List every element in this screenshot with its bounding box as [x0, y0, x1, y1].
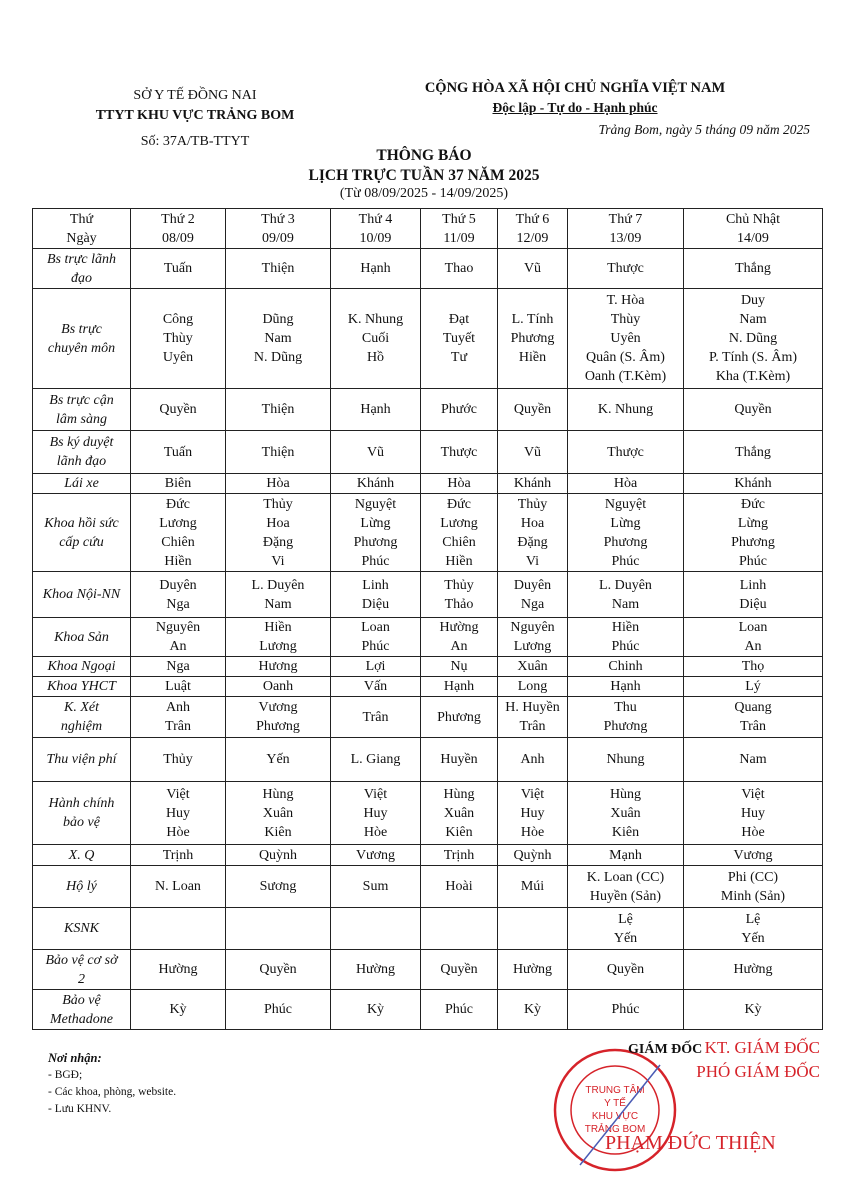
recipient-item: - Lưu KHNV.: [48, 1103, 112, 1115]
duty-cell: Thắng: [684, 249, 823, 289]
duty-cell: Hạnh: [568, 677, 684, 697]
duty-cell: Vương: [684, 845, 823, 866]
duty-cell: Thược: [568, 249, 684, 289]
duty-cell: Đạt Tuyết Tư: [421, 289, 498, 389]
duty-cell: Hùng Xuân Kiên: [421, 782, 498, 845]
agency-name: SỞ Y TẾ ĐỒNG NAI: [133, 88, 257, 103]
day-header: Thứ 6 12/09: [498, 209, 568, 249]
duty-cell: Quỳnh: [226, 845, 331, 866]
table-row: [33, 657, 823, 677]
duty-cell: Anh Trân: [131, 697, 226, 738]
duty-cell: [131, 908, 226, 950]
day-header: Thứ 3 09/09: [226, 209, 331, 249]
duty-cell: Thủy Thảo: [421, 572, 498, 618]
duty-cell: Kỳ: [498, 990, 568, 1030]
duty-cell: Công Thùy Uyên: [131, 289, 226, 389]
duty-cell: Nhung: [568, 738, 684, 782]
duty-cell: Khánh: [331, 474, 421, 494]
duty-cell: Xuân: [498, 657, 568, 677]
table-row: [33, 474, 823, 494]
duty-cell: Quyền: [498, 389, 568, 431]
table-row: [33, 572, 823, 618]
duty-cell: Thọ: [684, 657, 823, 677]
title-line-1: THÔNG BÁO: [376, 147, 472, 164]
row-label: K. Xét nghiệm: [33, 697, 131, 738]
duty-cell: Quỳnh: [498, 845, 568, 866]
duty-cell: Trịnh: [131, 845, 226, 866]
duty-cell: Hòa: [421, 474, 498, 494]
duty-cell: Phương: [421, 697, 498, 738]
duty-cell: Kỳ: [131, 990, 226, 1030]
recipients-heading: Nơi nhận:: [48, 1051, 102, 1065]
duty-cell: Phước: [421, 389, 498, 431]
duty-cell: Khánh: [498, 474, 568, 494]
corner-header: Thứ Ngày: [33, 209, 131, 249]
duty-cell: L. Giang: [331, 738, 421, 782]
duty-cell: Hiền Lương: [226, 618, 331, 657]
row-label: X. Q: [33, 845, 131, 866]
national-header: [380, 78, 770, 118]
duty-cell: Múi: [498, 866, 568, 908]
duty-cell: Thược: [568, 431, 684, 474]
duty-cell: Vũ: [498, 249, 568, 289]
duty-cell: Lệ Yến: [568, 908, 684, 950]
day-header: Thứ 7 13/09: [568, 209, 684, 249]
duty-cell: K. Loan (CC) Huyền (Sản): [568, 866, 684, 908]
table-row: [33, 697, 823, 738]
duty-cell: Trân: [331, 697, 421, 738]
duty-cell: Lý: [684, 677, 823, 697]
row-label: Hành chính bảo vệ: [33, 782, 131, 845]
duty-cell: [498, 908, 568, 950]
duty-cell: Thủy Hoa Đặng Vi: [498, 494, 568, 572]
row-label: Khoa Sản: [33, 618, 131, 657]
director-label: GIÁM ĐỐC: [628, 1042, 703, 1057]
duty-cell: Việt Huy Hòe: [331, 782, 421, 845]
duty-cell: N. Loan: [131, 866, 226, 908]
duty-cell: Vương Phương: [226, 697, 331, 738]
duty-cell: Thủy Hoa Đặng Vi: [226, 494, 331, 572]
svg-text:TRUNG TÂM: TRUNG TÂM: [585, 1085, 645, 1096]
table-row: [33, 494, 823, 572]
day-header: Chủ Nhật 14/09: [684, 209, 823, 249]
duty-cell: Đức Lương Chiên Hiền: [131, 494, 226, 572]
row-label: KSNK: [33, 908, 131, 950]
duty-cell: Duyên Nga: [131, 572, 226, 618]
duty-cell: Kỳ: [331, 990, 421, 1030]
table-row: [33, 431, 823, 474]
duty-cell: Đức Lừng Phương Phúc: [684, 494, 823, 572]
table-row: [33, 677, 823, 697]
duty-cell: Thu Phương: [568, 697, 684, 738]
duty-cell: Duyên Nga: [498, 572, 568, 618]
row-label: Bs trực lãnh đạo: [33, 249, 131, 289]
table-row: [33, 618, 823, 657]
duty-cell: Oanh: [226, 677, 331, 697]
duty-cell: Linh Diệu: [684, 572, 823, 618]
duty-cell: Thiện: [226, 389, 331, 431]
duty-cell: Sum: [331, 866, 421, 908]
table-row: [33, 289, 823, 389]
duty-cell: Quyền: [684, 389, 823, 431]
national-motto: Độc lập - Tự do - Hạnh phúc: [492, 100, 658, 115]
duty-cell: Thiện: [226, 431, 331, 474]
duty-cell: Hạnh: [331, 249, 421, 289]
signer-name: PHẠM ĐỨC THIỆN: [605, 1132, 776, 1154]
duty-cell: Loan Phúc: [331, 618, 421, 657]
duty-cell: Nga: [131, 657, 226, 677]
row-label: Lái xe: [33, 474, 131, 494]
table-row: [33, 389, 823, 431]
duty-cell: Hòa: [226, 474, 331, 494]
place-date: Trảng Bom, ngày 5 tháng 09 năm 2025: [598, 122, 810, 137]
svg-text:TRẢNG BOM: TRẢNG BOM: [584, 1124, 646, 1135]
duty-cell: Hoài: [421, 866, 498, 908]
duty-cell: Thủy: [131, 738, 226, 782]
duty-cell: Hùng Xuân Kiên: [568, 782, 684, 845]
row-label: Hộ lý: [33, 866, 131, 908]
duty-cell: Chinh: [568, 657, 684, 677]
duty-cell: Nguyên Lương: [498, 618, 568, 657]
duty-cell: Quang Trân: [684, 697, 823, 738]
duty-cell: Hạnh: [331, 389, 421, 431]
country-name: CỘNG HÒA XÃ HỘI CHỦ NGHĨA VIỆT NAM: [424, 80, 726, 96]
duty-cell: Hường: [131, 950, 226, 990]
table-row: [33, 249, 823, 289]
recipients: [48, 1050, 176, 1118]
duty-cell: Nguyên An: [131, 618, 226, 657]
duty-cell: Mạnh: [568, 845, 684, 866]
on-behalf-label: KT. GIÁM ĐỐC: [704, 1038, 820, 1057]
duty-cell: T. Hòa Thùy Uyên Quân (S. Âm) Oanh (T.Kèm): [568, 289, 684, 389]
duty-cell: H. Huyền Trân: [498, 697, 568, 738]
unit-name: TTYT KHU VỰC TRẢNG BOM: [95, 108, 295, 123]
duty-cell: Trịnh: [421, 845, 498, 866]
recipient-item: - Các khoa, phòng, website.: [48, 1086, 177, 1098]
duty-cell: Dũng Nam N. Dũng: [226, 289, 331, 389]
duty-cell: Việt Huy Hòe: [131, 782, 226, 845]
issuer-block: [60, 86, 330, 152]
duty-cell: Phi (CC) Minh (Sản): [684, 866, 823, 908]
day-header: Thứ 4 10/09: [331, 209, 421, 249]
row-label: Khoa Nội-NN: [33, 572, 131, 618]
duty-cell: Nụ: [421, 657, 498, 677]
document-title: [0, 146, 848, 186]
deputy-director-label: PHÓ GIÁM ĐỐC: [696, 1062, 820, 1081]
duty-cell: Thiện: [226, 249, 331, 289]
row-label: Thu viện phí: [33, 738, 131, 782]
row-label: Bảo vệ cơ sở 2: [33, 950, 131, 990]
duty-cell: Quyền: [421, 950, 498, 990]
duty-cell: Biên: [131, 474, 226, 494]
duty-cell: Việt Huy Hòe: [498, 782, 568, 845]
table-row: [33, 866, 823, 908]
row-label: Bảo vệ Methadone: [33, 990, 131, 1030]
duty-cell: L. Duyên Nam: [568, 572, 684, 618]
svg-text:KHU VỰC: KHU VỰC: [591, 1111, 639, 1122]
signature-title: [600, 1036, 820, 1084]
recipient-item: - BGĐ;: [48, 1069, 83, 1081]
duty-cell: Sương: [226, 866, 331, 908]
duty-cell: Phúc: [226, 990, 331, 1030]
duty-cell: Phúc: [568, 990, 684, 1030]
svg-text:Y TẾ: Y TẾ: [604, 1098, 626, 1109]
duty-cell: Nguyệt Lừng Phương Phúc: [568, 494, 684, 572]
duty-cell: Huyền: [421, 738, 498, 782]
duty-cell: Thắng: [684, 431, 823, 474]
row-label: Bs ký duyệt lãnh đạo: [33, 431, 131, 474]
duty-cell: Quyền: [131, 389, 226, 431]
table-row: [33, 950, 823, 990]
duty-cell: K. Nhung Cuối Hồ: [331, 289, 421, 389]
duty-cell: Nguyệt Lừng Phương Phúc: [331, 494, 421, 572]
duty-cell: Duy Nam N. Dũng P. Tính (S. Âm) Kha (T.Kèm): [684, 289, 823, 389]
day-header: Thứ 5 11/09: [421, 209, 498, 249]
duty-cell: [421, 908, 498, 950]
duty-cell: Linh Diệu: [331, 572, 421, 618]
duty-cell: Long: [498, 677, 568, 697]
duty-cell: Vũ: [498, 431, 568, 474]
duty-cell: Loan An: [684, 618, 823, 657]
row-label: Bs trực chuyên môn: [33, 289, 131, 389]
header-row: [33, 209, 823, 249]
duty-cell: Lợi: [331, 657, 421, 677]
day-header: Thứ 2 08/09: [131, 209, 226, 249]
duty-cell: L. Tính Phương Hiền: [498, 289, 568, 389]
duty-cell: Quyền: [226, 950, 331, 990]
duty-cell: Hường: [331, 950, 421, 990]
duty-cell: Thược: [421, 431, 498, 474]
duty-cell: Anh: [498, 738, 568, 782]
table-row: [33, 782, 823, 845]
duty-cell: Đức Lương Chiên Hiền: [421, 494, 498, 572]
duty-cell: Vương: [331, 845, 421, 866]
duty-cell: Hạnh: [421, 677, 498, 697]
duty-cell: Phúc: [421, 990, 498, 1030]
duty-cell: [226, 908, 331, 950]
duty-cell: Vấn: [331, 677, 421, 697]
duty-cell: Hường: [684, 950, 823, 990]
row-label: Khoa hồi sức cấp cứu: [33, 494, 131, 572]
row-label: Khoa YHCT: [33, 677, 131, 697]
duty-cell: Quyền: [568, 950, 684, 990]
duty-cell: Luật: [131, 677, 226, 697]
duty-cell: Kỳ: [684, 990, 823, 1030]
duty-cell: Nam: [684, 738, 823, 782]
document-number: Số: 37A/TB-TTYT: [140, 134, 250, 149]
duty-cell: Hường: [498, 950, 568, 990]
table-row: [33, 845, 823, 866]
duty-cell: Việt Huy Hòe: [684, 782, 823, 845]
table-row: [33, 738, 823, 782]
duty-cell: Hương: [226, 657, 331, 677]
duty-cell: Khánh: [684, 474, 823, 494]
duty-cell: Hường An: [421, 618, 498, 657]
duty-cell: Hòa: [568, 474, 684, 494]
date-range: (Từ 08/09/2025 - 14/09/2025): [339, 186, 509, 201]
duty-cell: Yến: [226, 738, 331, 782]
duty-cell: Lệ Yến: [684, 908, 823, 950]
title-line-2: LỊCH TRỰC TUẦN 37 NĂM 2025: [308, 167, 540, 184]
row-label: Bs trực cận lâm sàng: [33, 389, 131, 431]
duty-schedule-table: [32, 208, 823, 1030]
duty-cell: Hùng Xuân Kiên: [226, 782, 331, 845]
duty-cell: L. Duyên Nam: [226, 572, 331, 618]
duty-cell: Vũ: [331, 431, 421, 474]
duty-cell: Tuấn: [131, 431, 226, 474]
duty-cell: Thao: [421, 249, 498, 289]
duty-cell: Hiền Phúc: [568, 618, 684, 657]
duty-cell: [331, 908, 421, 950]
duty-cell: K. Nhung: [568, 389, 684, 431]
table-row: [33, 908, 823, 950]
table-row: [33, 990, 823, 1030]
row-label: Khoa Ngoại: [33, 657, 131, 677]
duty-cell: Tuấn: [131, 249, 226, 289]
